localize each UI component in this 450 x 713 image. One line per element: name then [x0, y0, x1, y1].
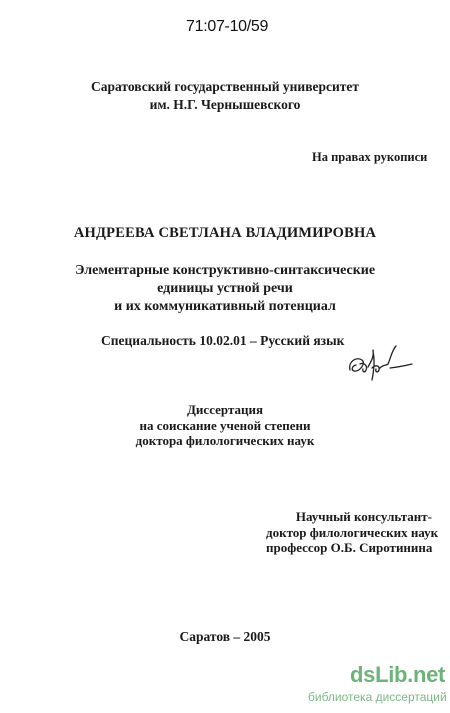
scientific-consultant-block — [266, 509, 439, 556]
manuscript-rights-note: На правах рукописи — [312, 150, 428, 164]
city-year: Саратов – 2005 — [179, 629, 271, 644]
university-name: Саратовский государственный университет — [90, 79, 360, 94]
catalog-stamp: 71:07-10/59 — [186, 18, 269, 35]
dissertation-label: Диссертация — [186, 402, 264, 417]
title-line-3: и их коммуникативный потенциал — [114, 299, 336, 314]
consultant-label: Научный консультант- — [295, 509, 432, 524]
degree-purpose: на соискание ученой степени — [139, 417, 311, 433]
university-named-after: им. Н.Г. Чернышевского — [149, 97, 301, 112]
handwritten-signature-icon — [346, 340, 414, 386]
dissertation-degree-block — [0, 402, 450, 449]
watermark-logo: dsLib.net — [350, 662, 446, 687]
consultant-name: профессор О.Б. Сиротинина — [266, 540, 433, 555]
title-line-1: Элементарные конструктивно-синтаксические — [74, 263, 376, 278]
university-block — [0, 78, 450, 114]
title-line-2: единицы устной речи — [157, 281, 293, 296]
specialty-line: Специальность 10.02.01 – Русский язык — [101, 333, 345, 348]
author-name: АНДРЕЕВА СВЕТЛАНА ВЛАДИМИРОВНА — [73, 225, 377, 241]
dissertation-title — [0, 262, 450, 316]
watermark-subtitle: библиотека диссертаций — [308, 690, 447, 704]
degree-name: доктора филологических наук — [135, 433, 315, 448]
consultant-degree: доктор филологических наук — [266, 524, 439, 540]
